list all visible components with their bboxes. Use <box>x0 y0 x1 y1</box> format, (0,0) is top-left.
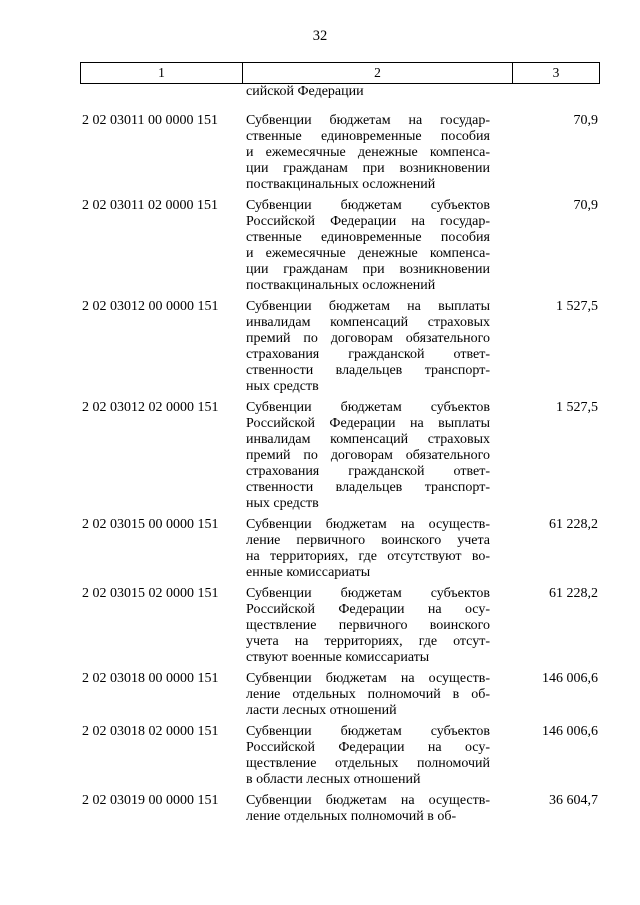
amount: 1 527,5 <box>556 299 598 314</box>
description-line: поствакцинальных осложнений <box>246 278 436 293</box>
description-line: ление первичного воинского учета <box>246 533 490 548</box>
budget-code: 2 02 03019 00 0000 151 <box>82 793 219 808</box>
row-description <box>246 400 490 512</box>
description-line: учета на территориях, где отсут- <box>246 634 490 649</box>
table-row <box>0 671 640 719</box>
column-header-3: 3 <box>552 65 560 80</box>
description-line: ствуют военные комиссариаты <box>246 650 430 665</box>
description-line: ление отдельных полномочий в об- <box>246 687 490 702</box>
row-description <box>246 299 490 395</box>
description-line: ственности владельцев транспорт- <box>246 363 490 378</box>
description-line: ласти лесных отношений <box>246 703 397 718</box>
description-line: Субвенции бюджетам на осуществ- <box>246 671 490 686</box>
description-line: енные комиссариаты <box>246 565 371 580</box>
table-row <box>0 400 640 512</box>
amount: 61 228,2 <box>549 586 598 601</box>
table-row <box>0 517 640 581</box>
description-line: поствакцинальных осложнений <box>246 177 436 192</box>
table-body <box>0 113 640 830</box>
description-line: премий по договорам обязательного <box>246 331 490 346</box>
row-description <box>246 517 490 581</box>
row-description <box>246 586 490 666</box>
description-line: Российской Федерации на выплаты <box>246 416 490 431</box>
description-line: Российской Федерации на осу- <box>246 602 490 617</box>
row-description <box>246 793 490 825</box>
description-line: ственные единовременные пособия <box>246 230 490 245</box>
table-row <box>0 724 640 788</box>
row-description <box>246 671 490 719</box>
description-line: Субвенции бюджетам на осуществ- <box>246 793 490 808</box>
table-row <box>0 793 640 825</box>
budget-code: 2 02 03011 02 0000 151 <box>82 198 218 213</box>
page-number: 32 <box>312 28 328 44</box>
budget-code: 2 02 03018 00 0000 151 <box>82 671 219 686</box>
description-line: инвалидам компенсаций страховых <box>246 432 490 447</box>
description-line: страхования гражданской ответ- <box>246 347 490 362</box>
description-line: и ежемесячные денежные компенса- <box>246 145 490 160</box>
description-line: премий по договорам обязательного <box>246 448 490 463</box>
amount: 70,9 <box>573 198 598 213</box>
budget-code: 2 02 03018 02 0000 151 <box>82 724 219 739</box>
column-header-2: 2 <box>243 63 513 83</box>
row-description <box>246 198 490 294</box>
description-line: ственные единовременные пособия <box>246 129 490 144</box>
budget-code: 2 02 03011 00 0000 151 <box>82 113 218 128</box>
description-line: на территориях, где отсутствуют во- <box>246 549 490 564</box>
column-header-1: 1 <box>81 63 243 83</box>
description-line: Субвенции бюджетам на осуществ- <box>246 517 490 532</box>
description-line: Российской Федерации на государ- <box>246 214 490 229</box>
table-row <box>0 113 640 193</box>
amount: 61 228,2 <box>549 517 598 532</box>
row-description <box>246 113 490 193</box>
description-line: ных средств <box>246 496 319 511</box>
table-header <box>80 62 600 84</box>
description-line: инвалидам компенсаций страховых <box>246 315 490 330</box>
description-line: ществление отдельных полномочий <box>246 756 490 771</box>
description-line: ных средств <box>246 379 319 394</box>
continuation-text: сийской Федерации <box>246 84 364 99</box>
amount: 36 604,7 <box>549 793 598 808</box>
table-row <box>0 299 640 395</box>
amount: 146 006,6 <box>542 671 598 686</box>
description-line: Субвенции бюджетам субъектов <box>246 724 490 739</box>
description-line: ление отдельных полномочий в об- <box>246 809 457 824</box>
table-row <box>0 198 640 294</box>
description-line: Российской Федерации на осу- <box>246 740 490 755</box>
description-line: Субвенции бюджетам субъектов <box>246 586 490 601</box>
row-description <box>246 724 490 788</box>
amount: 1 527,5 <box>556 400 598 415</box>
amount: 146 006,6 <box>542 724 598 739</box>
description-line: Субвенции бюджетам субъектов <box>246 400 490 415</box>
description-line: ственности владельцев транспорт- <box>246 480 490 495</box>
description-line: Субвенции бюджетам субъектов <box>246 198 490 213</box>
budget-code: 2 02 03012 02 0000 151 <box>82 400 219 415</box>
description-line: Субвенции бюджетам на выплаты <box>246 299 490 314</box>
description-line: Субвенции бюджетам на государ- <box>246 113 490 128</box>
table-row <box>0 586 640 666</box>
amount: 70,9 <box>573 113 598 128</box>
description-line: страхования гражданской ответ- <box>246 464 490 479</box>
budget-code: 2 02 03015 00 0000 151 <box>82 517 219 532</box>
description-line: ции гражданам при возникновении <box>246 161 490 176</box>
description-line: ществление первичного воинского <box>246 618 490 633</box>
budget-code: 2 02 03012 00 0000 151 <box>82 299 219 314</box>
description-line: в области лесных отношений <box>246 772 421 787</box>
description-line: и ежемесячные денежные компенса- <box>246 246 490 261</box>
budget-code: 2 02 03015 02 0000 151 <box>82 586 219 601</box>
description-line: ции гражданам при возникновении <box>246 262 490 277</box>
